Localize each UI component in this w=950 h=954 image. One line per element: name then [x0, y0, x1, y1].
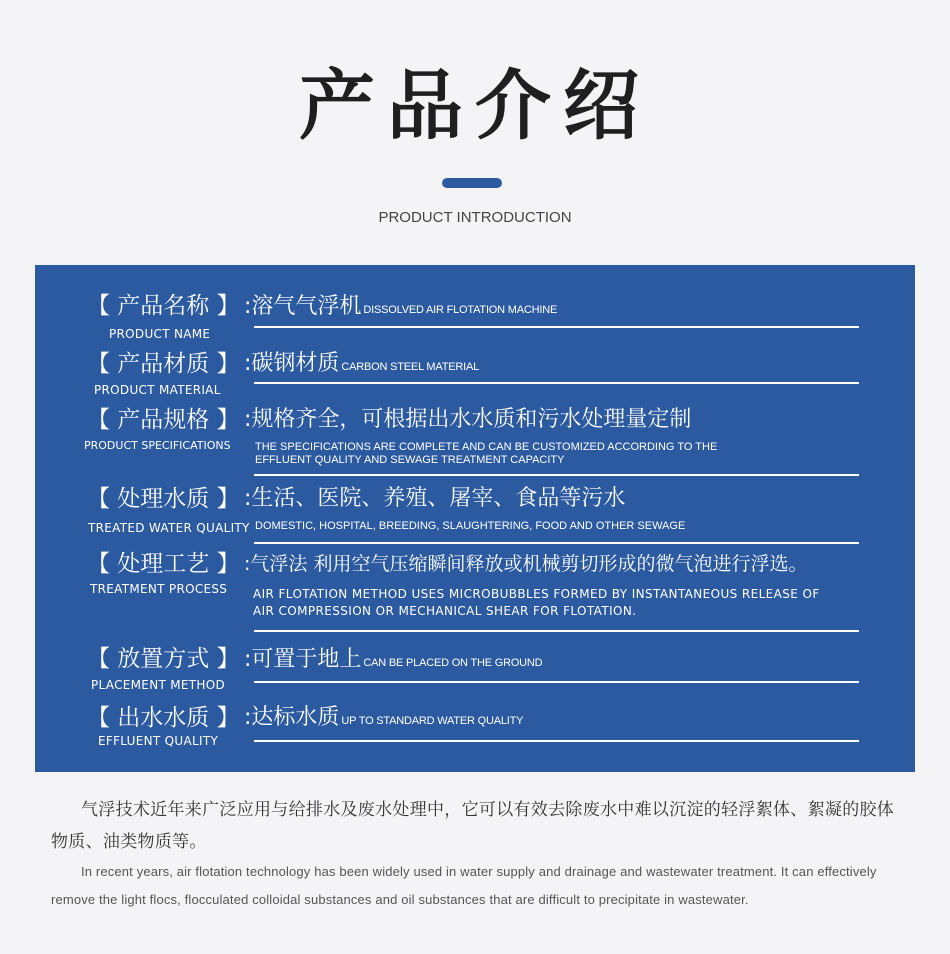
spec-label-cn: 【 出水水质 】 [87, 705, 240, 731]
description-cn: 气浮技术近年来广泛应用与给排水及废水处理中，它可以有效去除废水中难以沉淀的轻浮絮体、絮凝的胶体物质、油类物质等。 [51, 800, 895, 852]
page-title: 产品介绍 [299, 61, 651, 150]
spec-value [244, 649, 542, 671]
spec-value-cn: :溶气气浮机 [244, 294, 362, 319]
spec-value [244, 707, 523, 729]
divider-line [254, 630, 859, 632]
spec-label-cn: 【 处理水质 】 [87, 486, 240, 512]
spec-value [244, 353, 479, 375]
spec-value-cn: :碳钢材质 [244, 351, 340, 376]
spec-label-en: TREATED WATER QUALITY [88, 521, 250, 535]
spec-desc-en-line-1: AIR FLOTATION METHOD USES MICROBUBBLES FORMED BY INSTANTANEOUS RELEASE OF [253, 587, 820, 601]
spec-label-cn: 【 产品材质 】 [87, 351, 240, 377]
spec-label-en: PRODUCT MATERIAL [94, 383, 221, 397]
divider-line [254, 542, 859, 544]
spec-desc-en-line-2: EFFLUENT QUALITY AND SEWAGE TREATMENT CAPACITY [255, 454, 565, 466]
spec-value-cn: :达标水质 [244, 705, 340, 730]
spec-label-en: PLACEMENT METHOD [91, 678, 225, 692]
spec-value-cn: :可置于地上 [244, 647, 362, 672]
spec-label-cn: 【 处理工艺 】 [87, 551, 240, 577]
spec-label-en: EFFLUENT QUALITY [98, 734, 219, 748]
description-en: In recent years, air flotation technology has been widely used in water supply and drainage and wastewater treatment. It can effectively remove the light flocs, flocculated colloidal substances and oil substances that are difficult to precipitate in wastewater. [51, 864, 877, 907]
spec-panel [35, 265, 915, 772]
spec-desc-en-line-1: DOMESTIC, HOSPITAL, BREEDING, SLAUGHTERING, FOOD AND OTHER SEWAGE [255, 520, 686, 532]
spec-desc-en-line-2: AIR COMPRESSION OR MECHANICAL SHEAR FOR FLOTATION. [253, 604, 637, 618]
page-subtitle: PRODUCT INTRODUCTION [378, 209, 572, 226]
spec-desc-en-line-1: THE SPECIFICATIONS ARE COMPLETE AND CAN BE CUSTOMIZED ACCORDING TO THE [255, 441, 718, 453]
spec-value-en: DISSOLVED AIR FLOTATION MACHINE [363, 304, 558, 316]
title-underline-bar [442, 178, 502, 188]
spec-label-en: PRODUCT NAME [109, 327, 211, 341]
spec-label-en: TREATMENT PROCESS [90, 582, 228, 596]
spec-value-en: CAN BE PLACED ON THE GROUND [363, 657, 543, 669]
spec-label-cn: 【 放置方式 】 [87, 646, 240, 672]
divider-line [254, 326, 859, 328]
spec-value-cn: :生活、医院、养殖、屠宰、食品等污水 [244, 486, 626, 511]
spec-value-cn: :规格齐全，可根据出水水质和污水处理量定制 [244, 407, 692, 432]
divider-line [254, 740, 859, 742]
divider-line [254, 681, 859, 683]
spec-value [244, 296, 557, 318]
divider-line [254, 382, 859, 384]
spec-value-cn: :气浮法 利用空气压缩瞬间释放或机械剪切形成的微气泡进行浮选。 [244, 553, 808, 575]
spec-value-en: UP TO STANDARD WATER QUALITY [341, 715, 524, 727]
spec-label-en: PRODUCT SPECIFICATIONS [84, 439, 231, 452]
spec-label-cn: 【 产品名称 】 [87, 293, 240, 319]
spec-label-cn: 【 产品规格 】 [87, 407, 240, 433]
divider-line [254, 474, 859, 476]
spec-value-en: CARBON STEEL MATERIAL [341, 361, 480, 373]
